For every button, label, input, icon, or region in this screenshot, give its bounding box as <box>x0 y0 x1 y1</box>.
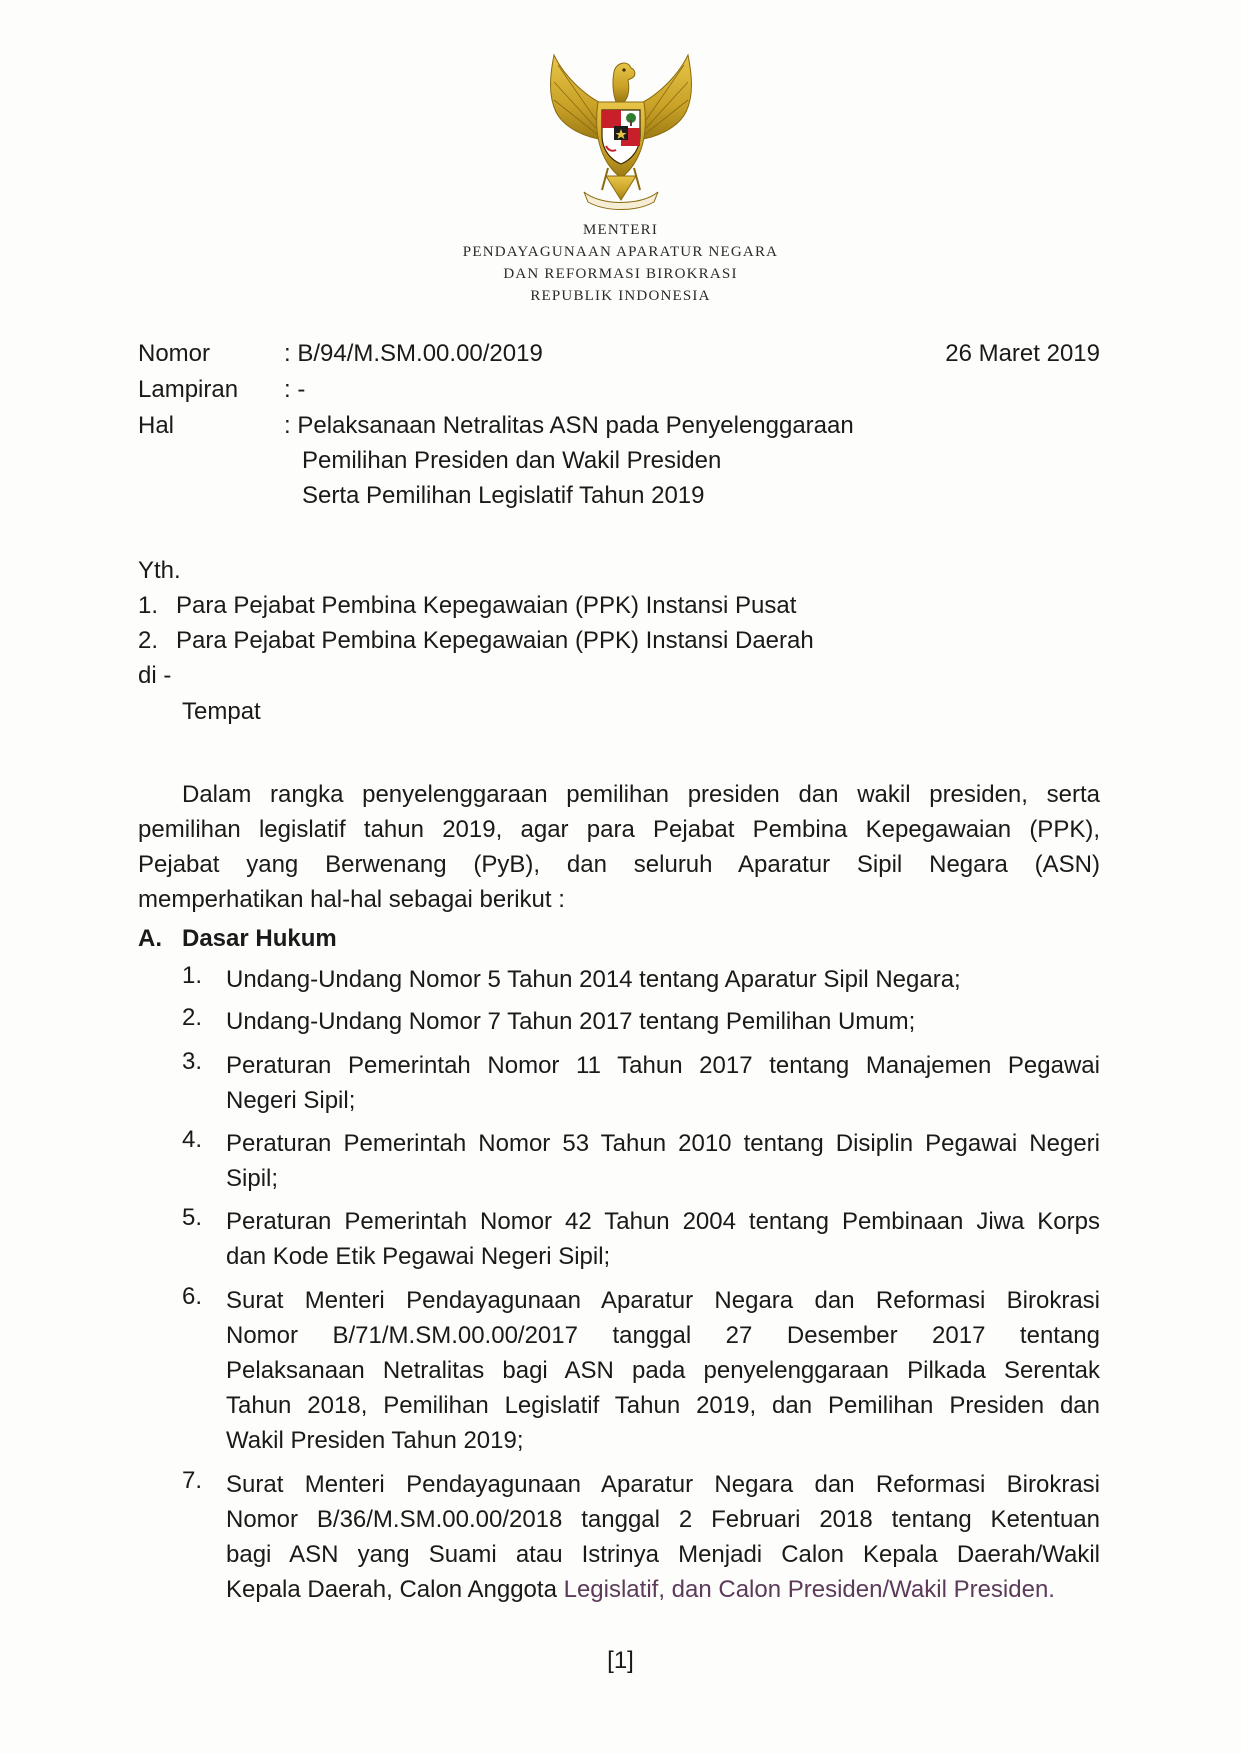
hal-value-line-1: : Pelaksanaan Netralitas ASN pada Penyelenggaraan <box>284 412 854 439</box>
legal-basis-item-line: Tahun 2018, Pemilihan Legislatif Tahun 2019, dan Pemilihan Presiden dan <box>226 1392 1100 1419</box>
legal-basis-item-text <box>226 1004 1100 1039</box>
legal-basis-item-number: 1. <box>182 962 203 989</box>
legal-basis-item-line: Peraturan Pemerintah Nomor 11 Tahun 2017 tentang Manajemen Pegawai <box>226 1052 1100 1079</box>
legal-basis-item-line: Undang-Undang Nomor 5 Tahun 2014 tentang Aparatur Sipil Negara; <box>226 966 961 993</box>
tempat-label: Tempat <box>182 698 261 725</box>
intro-line-1: Dalam rangka penyelenggaraan pemilihan presiden dan wakil presiden, serta <box>182 781 1100 808</box>
letter-date: 26 Maret 2019 <box>945 340 1100 367</box>
page-number: [1] <box>607 1647 634 1674</box>
legal-basis-item-number: 2. <box>182 1004 203 1031</box>
legal-basis-item-line: Nomor B/71/M.SM.00.00/2017 tanggal 27 Desember 2017 tentang <box>226 1322 1100 1349</box>
hal-label: Hal <box>138 412 175 439</box>
recipient-1-number: 1. <box>138 592 159 619</box>
legal-basis-item-line: Wakil Presiden Tahun 2019; <box>226 1427 524 1454</box>
legal-basis-item-text <box>226 1283 1100 1458</box>
legal-basis-item-line: bagi ASN yang Suami atau Istrinya Menjadi Calon Kepala Daerah/Wakil <box>226 1541 1100 1568</box>
legal-basis-item-number: 4. <box>182 1126 203 1153</box>
yth-label: Yth. <box>138 557 181 584</box>
legal-basis-item-text <box>226 1126 1100 1196</box>
legal-basis-item-text <box>226 962 1100 997</box>
legal-basis-item-number: 5. <box>182 1204 203 1231</box>
legal-basis-item-text <box>226 1048 1100 1118</box>
legal-basis-item-line: Sipil; <box>226 1165 279 1192</box>
legal-basis-item-number: 7. <box>182 1467 203 1494</box>
recipient-2-number: 2. <box>138 627 159 654</box>
section-a-heading <box>138 925 337 953</box>
lampiran-label: Lampiran <box>138 376 239 403</box>
section-a-title: Dasar Hukum <box>182 925 337 952</box>
nomor-label: Nomor <box>138 340 211 367</box>
recipient-1: Para Pejabat Pembina Kepegawaian (PPK) Instansi Pusat <box>176 592 797 619</box>
legal-basis-item-line: Negeri Sipil; <box>226 1087 356 1114</box>
ministry-name-line-1: PENDAYAGUNAAN APARATUR NEGARA <box>462 244 779 260</box>
di-label: di - <box>138 662 172 689</box>
legal-basis-item-line: Surat Menteri Pendayagunaan Aparatur Negara dan Reformasi Birokrasi <box>226 1471 1100 1498</box>
legal-basis-item-number: 3. <box>182 1048 203 1075</box>
intro-line-2: pemilihan legislatif tahun 2019, agar para Pejabat Pembina Kepegawaian (PPK), <box>138 816 1100 843</box>
legal-basis-item-text <box>226 1467 1100 1607</box>
legal-basis-item-line: Peraturan Pemerintah Nomor 42 Tahun 2004 tentang Pembinaan Jiwa Korps <box>226 1208 1100 1235</box>
garuda-emblem-icon <box>536 50 706 220</box>
tinted-text: Legislatif, dan Calon Presiden/Wakil Presiden. <box>563 1576 1055 1603</box>
nomor-value: : B/94/M.SM.00.00/2019 <box>284 340 543 367</box>
intro-line-3: Pejabat yang Berwenang (PyB), dan seluruh Aparatur Sipil Negara (ASN) <box>138 851 1100 878</box>
legal-basis-item-number: 6. <box>182 1283 203 1310</box>
recipient-2: Para Pejabat Pembina Kepegawaian (PPK) Instansi Daerah <box>176 627 814 654</box>
ministry-title: MENTERI <box>582 222 659 238</box>
legal-basis-item-line: Pelaksanaan Netralitas bagi ASN pada penyelenggaraan Pilkada Serentak <box>226 1357 1100 1384</box>
legal-basis-item-line: Kepala Daerah, Calon Anggota Legislatif, dan Calon Presiden/Wakil Presiden. <box>226 1576 1055 1603</box>
legal-basis-item-text <box>226 1204 1100 1274</box>
ministry-name-line-2: DAN REFORMASI BIROKRASI <box>503 266 738 282</box>
intro-paragraph <box>138 777 1100 917</box>
hal-value-line-2: Pemilihan Presiden dan Wakil Presiden <box>302 447 722 474</box>
ministry-country: REPUBLIK INDONESIA <box>530 288 711 304</box>
lampiran-value: : - <box>284 376 306 403</box>
hal-value-line-3: Serta Pemilihan Legislatif Tahun 2019 <box>302 482 705 509</box>
legal-basis-item-line: Surat Menteri Pendayagunaan Aparatur Negara dan Reformasi Birokrasi <box>226 1287 1100 1314</box>
legal-basis-item-line: Peraturan Pemerintah Nomor 53 Tahun 2010 tentang Disiplin Pegawai Negeri <box>226 1130 1100 1157</box>
section-a-letter: A. <box>138 925 162 952</box>
intro-line-4: memperhatikan hal-hal sebagai berikut : <box>138 886 565 913</box>
legal-basis-item-line: Nomor B/36/M.SM.00.00/2018 tanggal 2 Februari 2018 tentang Ketentuan <box>226 1506 1100 1533</box>
legal-basis-item-line: dan Kode Etik Pegawai Negeri Sipil; <box>226 1243 611 1270</box>
legal-basis-item-line: Undang-Undang Nomor 7 Tahun 2017 tentang Pemilihan Umum; <box>226 1008 916 1035</box>
